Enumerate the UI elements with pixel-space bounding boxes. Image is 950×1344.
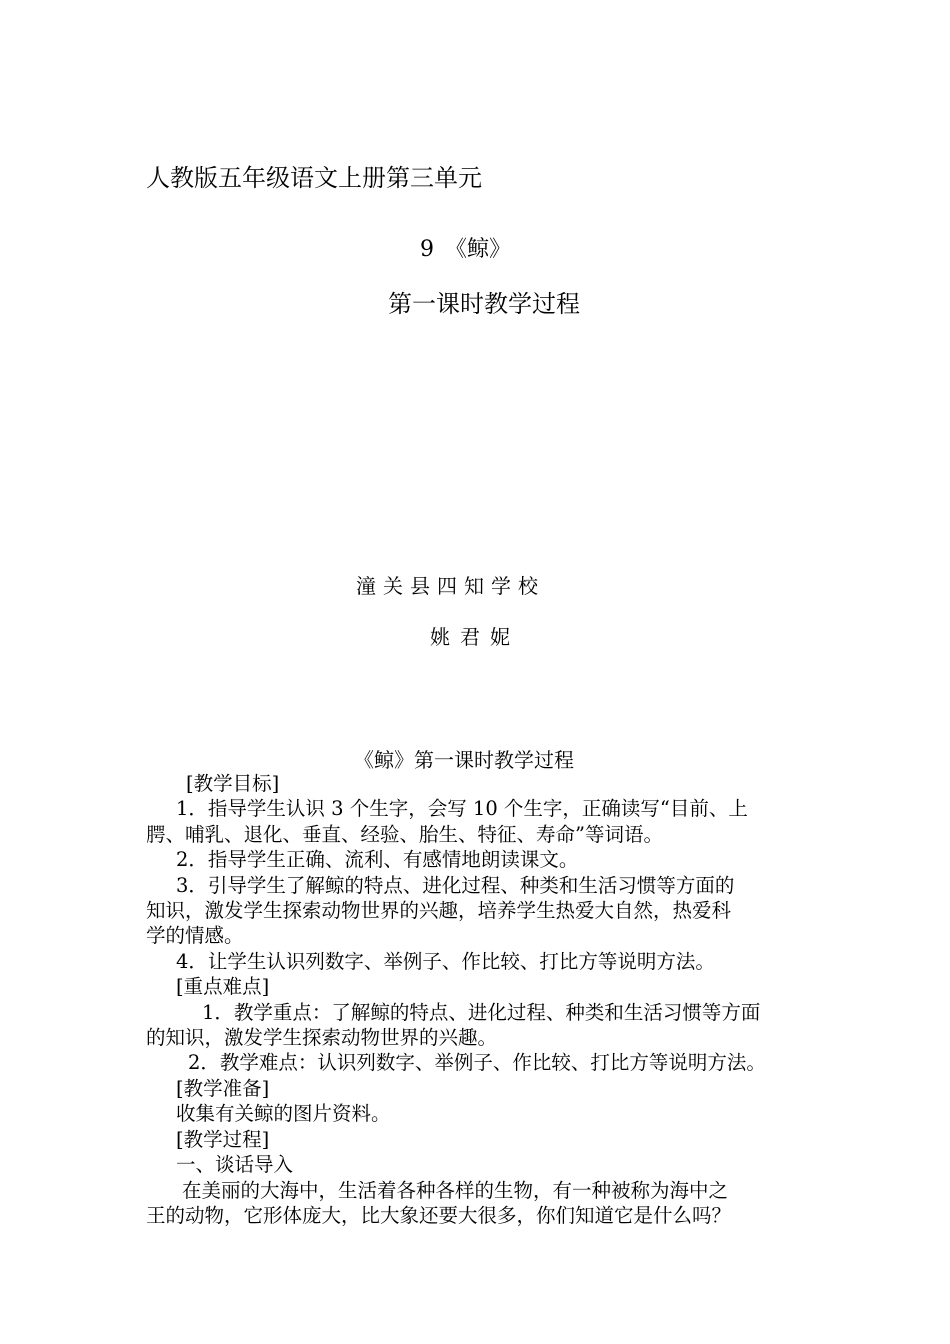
body-line: 2．教学难点：认识列数字、举例子、作比较、打比方等说明方法。 — [188, 1051, 766, 1075]
body-line: 1．指导学生认识 3 个生字，会写 10 个生字，正确读写“目前、上 — [176, 797, 748, 821]
body-line: 腭、哺乳、退化、垂直、经验、胎生、特征、寿命”等词语。 — [146, 822, 663, 846]
lesson-subtitle: 第一课时教学过程 — [388, 290, 580, 318]
body-line: 在美丽的大海中，生活着各种各样的生物，有一种被称为海中之 — [182, 1178, 729, 1202]
body-line: [教学准备] — [176, 1076, 270, 1100]
lesson-title: 9 《鲸》 — [420, 237, 511, 262]
body-line: 1．教学重点：了解鲸的特点、进化过程、种类和生活习惯等方面 — [202, 1000, 761, 1024]
body-line: 收集有关鲸的图片资料。 — [176, 1102, 391, 1126]
unit-heading: 人教版五年级语文上册第三单元 — [146, 164, 482, 192]
body-line: 3．引导学生了解鲸的特点、进化过程、种类和生活习惯等方面的 — [176, 873, 735, 897]
body-line: 学的情感。 — [146, 924, 244, 948]
author-name: 姚君妮 — [430, 625, 520, 649]
document-title: 《鲸》第一课时教学过程 — [354, 748, 574, 772]
school-name: 潼关县四知学校 — [356, 574, 545, 598]
body-line: 的知识，激发学生探索动物世界的兴趣。 — [146, 1026, 498, 1050]
lesson-body — [146, 771, 816, 1228]
body-line: [教学过程] — [176, 1127, 270, 1151]
body-line: [教学目标] — [186, 772, 280, 795]
body-line: 2．指导学生正确、流利、有感情地朗读课文。 — [176, 848, 579, 872]
body-line: 王的动物，它形体庞大，比大象还要大很多，你们知道它是什么吗？ — [146, 1203, 732, 1227]
body-line: 知识，激发学生探索动物世界的兴趣，培养学生热爱大自然，热爱科 — [146, 899, 732, 923]
body-line: 一、谈话导入 — [176, 1153, 294, 1177]
body-line: [重点难点] — [176, 975, 270, 999]
body-line: 4．让学生认识列数字、举例子、作比较、打比方等说明方法。 — [176, 949, 715, 973]
